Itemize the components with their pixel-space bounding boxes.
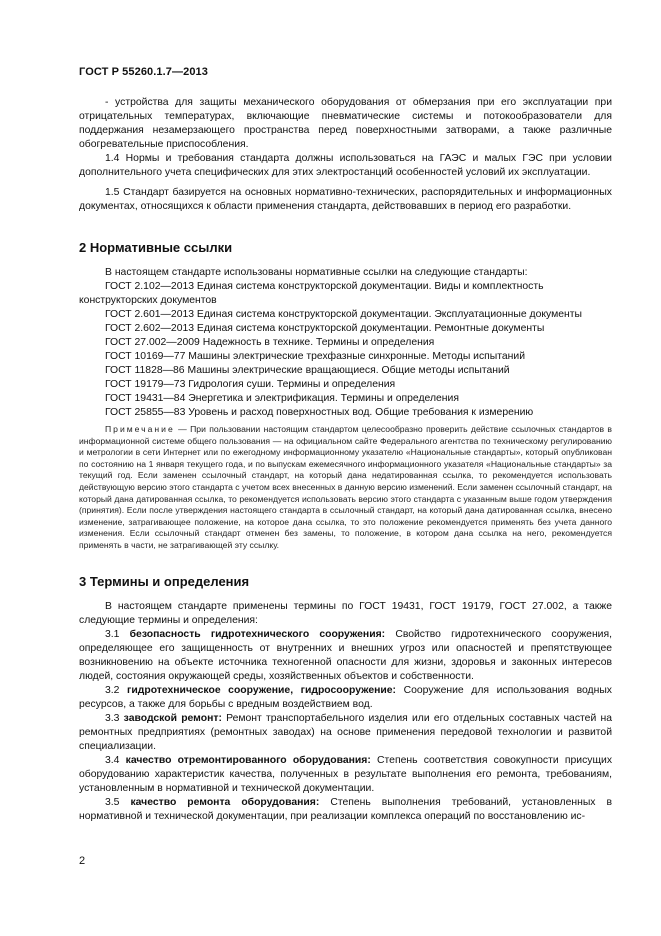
term-3-1 bbox=[79, 628, 612, 684]
note-text: — При пользовании настоящим стандартом целесообразно проверить действие ссылочных стандартов в информационной системе общего пользования — на официальном сайте Федерального агентства по техническому регулированию и метрологии в сети Интернет или по ежегодному информационному указателю «Национальные стандарты», который опубликован по состоянию на 1 января текущего года, и по выпускам ежемесячного информационного указателя «Национальные стандарты» за текущий год. Если заменен ссылочный стандарт, на который дана недатированная ссылка, то рекомендуется использовать действующую версию этого стандарта с учетом всех внесенных в данную версию изменений. Если заменен ссылочный стандарт, на который дана датированная ссылка, то рекомендуется использовать версию этого стандарта с указанным выше годом утверждения (принятия). Если после утверждения настоящего стандарта в ссылочный стандарт, на который дана датированная ссылка, внесено изменение, затрагивающее положение, на которое дана ссылка, то это положение рекомендуется применять без учета данного изменения. Если ссылочный стандарт отменен без замены, то положение, в котором дана ссылка на него, рекомендуется применять в части, не затрагивающей эту ссылку. bbox=[79, 424, 613, 550]
clause-1-4: 1.4 Нормы и требования стандарта должны использоваться на ГАЭС и малых ГЭС при условии дополнительного учета специфических для этих электростанций особенностей условий их эксплуатации. bbox=[79, 153, 612, 178]
term-name: качество ремонта оборудования: bbox=[130, 796, 320, 808]
term-number: 3.2 bbox=[105, 684, 120, 696]
term-3-4 bbox=[79, 754, 612, 796]
note-label: Примечание bbox=[105, 424, 175, 434]
document-body bbox=[79, 96, 612, 824]
term-definition: Степень выполнения требований, установленных в нормативной и технической документации, при реализации комплекса операций по восстановлению ис- bbox=[79, 796, 613, 822]
term-name: гидротехническое сооружение, гидросооружение: bbox=[127, 684, 397, 696]
term-definition: Свойство гидротехнического сооружения, определяющее его защищенность от внутренних и внешних угроз или опасностей и препятствующее возникновению на объекте источника техногенной опасности для жизни, здоровья и законных интересов людей, состояния окружающей среды, хозяйственных объектов и собственности. bbox=[79, 628, 613, 682]
term-3-3 bbox=[79, 712, 612, 754]
page-number: 2 bbox=[79, 855, 86, 867]
section-3-heading: 3 Термины и определения bbox=[79, 573, 250, 589]
reference-item: ГОСТ 10169—77 Машины электрические трехфазные синхронные. Методы испытаний bbox=[105, 351, 526, 362]
reference-item: ГОСТ 19179—73 Гидрология суши. Термины и определения bbox=[105, 379, 396, 390]
term-definition: Сооружение для использования водных ресурсов, а также для борьбы с вредным воздействием вод. bbox=[79, 684, 612, 710]
document-header: ГОСТ Р 55260.1.7—2013 bbox=[79, 66, 208, 78]
section-2-heading: 2 Нормативные ссылки bbox=[79, 240, 233, 255]
reference-item: ГОСТ 19431—84 Энергетика и электрификация. Термины и определения bbox=[105, 393, 459, 404]
reference-item: ГОСТ 11828—86 Машины электрические вращающиеся. Общие методы испытаний bbox=[105, 365, 510, 376]
reference-item: ГОСТ 25855—83 Уровень и расход поверхностных вод. Общие требования к измерению bbox=[105, 407, 534, 418]
term-definition: Ремонт транспортабельного изделия или его отдельных составных частей на ремонтных предприятиях (ремонтных заводах) на основе применения передовой технологии и развитой специализации. bbox=[79, 712, 612, 752]
term-number: 3.4 bbox=[105, 754, 120, 766]
term-name: безопасность гидротехнического сооружения: bbox=[129, 628, 386, 640]
term-number: 3.3 bbox=[105, 712, 120, 724]
term-name: заводской ремонт: bbox=[123, 712, 222, 724]
clause-1-5: 1.5 Стандарт базируется на основных нормативно-технических, распорядительных и информационных документах, относящихся к области применения стандарта, действовавших в период его разработки. bbox=[79, 187, 612, 212]
term-3-2 bbox=[79, 684, 612, 712]
reference-item: ГОСТ 2.102—2013 Единая система конструкторской документации. Виды и комплектность конструкторских документов bbox=[79, 281, 544, 306]
reference-item: ГОСТ 27.002—2009 Надежность в технике. Термины и определения bbox=[105, 337, 435, 348]
term-name: качество отремонтированного оборудования: bbox=[125, 754, 371, 766]
term-number: 3.5 bbox=[105, 796, 120, 808]
section-2-lead: В настоящем стандарте использованы нормативные ссылки на следующие стандарты: bbox=[105, 267, 528, 278]
reference-item: ГОСТ 2.602—2013 Единая система конструкторской документации. Ремонтные документы bbox=[105, 323, 545, 334]
section-3-lead: В настоящем стандарте применены термины по ГОСТ 19431, ГОСТ 19179, ГОСТ 27.002, а также следующие термины и определения: bbox=[79, 600, 612, 626]
term-3-5 bbox=[79, 796, 612, 824]
term-definition: Степень соответствия совокупности присущих оборудованию характеристик качества, полученных в результате выполнения его ремонта, требованиям, установленным в нормативной и технической документации. bbox=[79, 754, 613, 794]
note-paragraph bbox=[79, 424, 612, 552]
reference-item: ГОСТ 2.601—2013 Единая система конструкторской документации. Эксплуатационные документы bbox=[105, 309, 583, 320]
term-number: 3.1 bbox=[105, 628, 120, 640]
reference-list bbox=[79, 280, 612, 420]
intro-paragraph: - устройства для защиты механического оборудования от обмерзания при его эксплуатации при отрицательных температурах, включающие пневматические системы и потокообразователи для поддержания незамерзающего пространства перед поверхностными затворами, а также различные обогревательные приспособления. bbox=[79, 97, 612, 150]
